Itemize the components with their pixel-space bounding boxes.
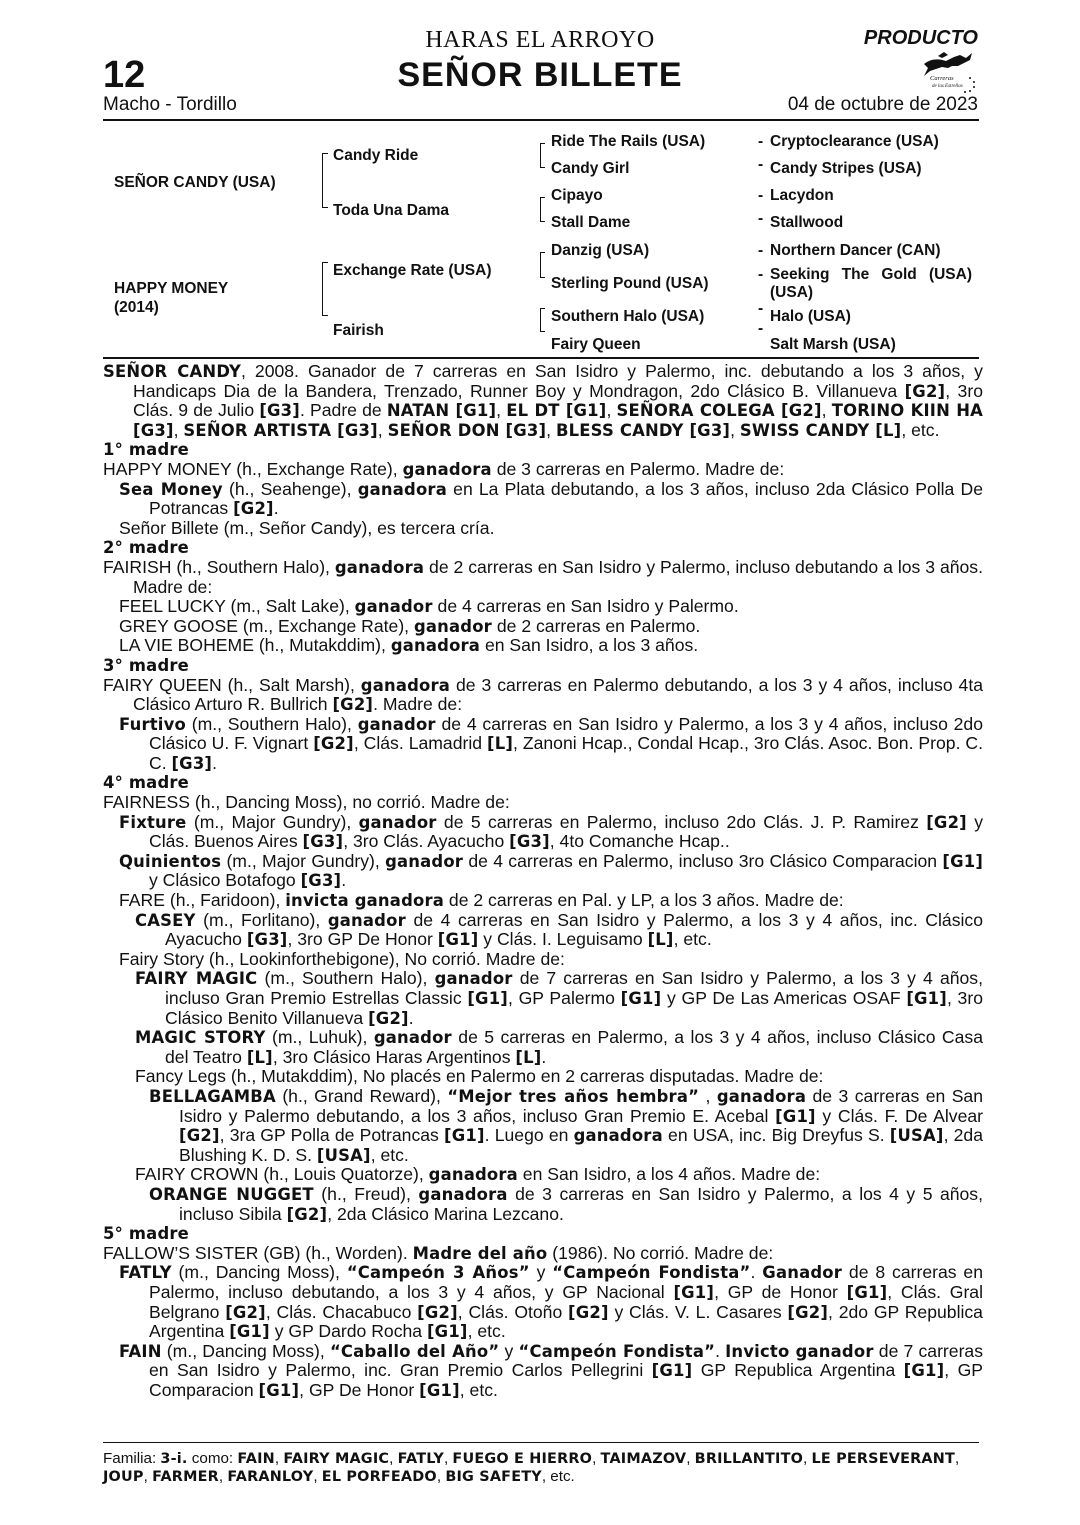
dam-heading: 1° madre <box>103 440 189 460</box>
pedigree-g4-6: Seeking The Gold (USA) <box>770 266 972 283</box>
dam-heading: 5° madre <box>103 1224 189 1244</box>
bold-run: ganador <box>373 1028 452 1048</box>
text-run: de 3 carreras en San Isidro y Palermo debutando, a los 3 años, incluso Gran Premio E. Acebal <box>179 1085 983 1126</box>
text-run: y Clás. I. Leguisamo <box>478 929 648 950</box>
text-run: de 4 carreras en San Isidro y Palermo, a los 3 y 4 años, inc. Clásico Ayacucho <box>165 909 983 950</box>
pedigree-dam-year: (2014) <box>114 299 159 316</box>
bold-run: [G1] <box>467 989 508 1008</box>
text-run: , Clás. Otoño <box>457 1301 569 1322</box>
text-run: en San Isidro, a los 4 años. Madre de: <box>517 1164 821 1185</box>
svg-text:de las Estrellas: de las Estrellas <box>932 84 963 89</box>
pedigree-g3-6: Sterling Pound (USA) <box>551 275 709 292</box>
bold-run: SEÑOR DON [G3] <box>387 420 547 440</box>
bold-run: SEÑORA COLEGA [G2] <box>616 401 822 421</box>
bold-run: [G3] <box>302 832 344 852</box>
bold-run: ganadora <box>390 636 481 656</box>
text-run: , 2da Clásico Marina Lezcano. <box>327 1203 564 1224</box>
produce-record <box>103 558 983 597</box>
bold-run: FAIRY MAGIC <box>283 1451 390 1467</box>
dash: - <box>758 187 764 204</box>
text-run: (h., Grand Reward), <box>275 1085 448 1106</box>
text-run: , 2do GP Republica Argentina <box>149 1301 983 1342</box>
bold-run: [G1] <box>437 930 479 950</box>
text-run: . <box>341 870 347 891</box>
text-run: . <box>273 498 279 519</box>
text-run: LA VIE BOHEME (h., Mutakddim), <box>119 635 391 656</box>
header-divider <box>103 119 979 121</box>
bold-run: EL PORFEADO <box>321 1469 437 1485</box>
text-run: , Zanoni Hcap., Condal Hcap., 3ro Clás. Asoc. Bon. Prop. C. C. <box>149 733 984 773</box>
bold-run: LE PERSEVERANT <box>811 1451 955 1467</box>
bold-run: JOUP <box>103 1469 144 1485</box>
bold-run: FAIRY MAGIC <box>135 969 258 989</box>
bracket <box>540 308 545 332</box>
text-run: , <box>686 1450 695 1467</box>
text-run: , etc. <box>541 1468 575 1485</box>
pedigree-g4-1: Cryptoclearance (USA) <box>770 133 939 150</box>
bold-run: [G1] <box>906 989 947 1008</box>
bold-run: [G1] <box>846 1282 888 1302</box>
bold-run: [G1] <box>942 851 984 871</box>
text-run: (h., Seahenge), <box>222 478 358 499</box>
bold-run: ganadora <box>428 1165 518 1185</box>
text-run: de 7 carreras en San Isidro y Palermo, a los 3 y 4 años, incluso Gran Premio Estrellas Classic <box>165 968 983 1008</box>
text-run: HAPPY MONEY (h., Exchange Rate), <box>103 458 403 479</box>
text-run: FAIRNESS (h., Dancing Moss), no corrió. Madre de: <box>103 792 510 813</box>
bold-run: FAIN <box>237 1451 275 1467</box>
produce-record <box>119 597 983 617</box>
dash: - <box>758 266 764 283</box>
bold-run: [G1] <box>775 1106 816 1126</box>
pedigree-g2-4: Fairish <box>333 322 384 339</box>
text-run: FEEL LUCKY (m., Salt Lake), <box>119 596 355 617</box>
pedigree-g3-3: Cipayo <box>551 187 603 204</box>
bold-run: ORANGE NUGGET <box>149 1184 314 1204</box>
bold-run: [G1] <box>903 1361 945 1381</box>
text-run: , 3ra GP Polla de Potrancas <box>219 1125 445 1146</box>
text-run: y <box>499 1340 519 1361</box>
bold-run: ganadora <box>334 557 425 577</box>
text-run: de 2 carreras en Palermo. <box>491 615 701 636</box>
sire-record <box>103 362 983 440</box>
produce-record <box>119 852 983 891</box>
birth-date: 04 de octubre de 2023 <box>787 94 978 115</box>
text-run: . Madre de: <box>373 694 463 715</box>
footer-divider <box>103 1442 979 1443</box>
text-run: de 2 carreras en Pal. y LP, a los 3 años. Madre de: <box>444 890 844 911</box>
produce-record <box>119 636 983 656</box>
family-note <box>103 1450 983 1486</box>
text-run: . Padre de <box>299 400 387 421</box>
text-run: y Clásico Botafogo <box>149 870 301 891</box>
bold-run: “Campeón Fondista” <box>552 1263 751 1283</box>
dash: - <box>758 300 764 317</box>
text-run: , 2da Blushing K. D. S. <box>179 1125 983 1165</box>
text-run: (m., Forlitano), <box>195 909 328 930</box>
text-run: , 2008. Ganador de 7 carreras en San Isidro y Palermo, inc. debutando a los 3 años, y Handicaps Dia de la Bandera, Trenzado, Runner Boy y Mondragon, 2do Clásico B. Villanueva <box>133 361 983 401</box>
text-run: y Clás. Buenos Aires <box>149 811 983 852</box>
pedigree-divider <box>103 357 979 359</box>
text-run: de 7 carreras en San Isidro y Palermo, inc. Gran Premio Carlos Pellegrini <box>149 1340 984 1381</box>
dam-heading: 2° madre <box>103 538 189 558</box>
dam-heading: 3° madre <box>103 655 189 675</box>
text-run: en La Plata debutando, a los 3 años, incluso 2da Clásico Polla De Potrancas <box>149 478 983 519</box>
bold-run: [G3] <box>259 401 300 421</box>
bold-run: FARANLOY <box>227 1469 314 1485</box>
bold-run: SWISS CANDY [L] <box>739 420 902 440</box>
produce-record <box>119 813 983 852</box>
bold-run: [G2] <box>417 1302 458 1322</box>
text-run: (m., Luhuk), <box>265 1027 374 1048</box>
bold-run: Furtivo <box>119 714 186 734</box>
pedigree-g4-4: Stallwood <box>770 214 844 231</box>
text-run: , Clás. Gral Belgrano <box>149 1281 984 1322</box>
produce-record <box>103 793 983 813</box>
bold-run: [G2] <box>926 812 967 832</box>
pedigree-g3-1: Ride The Rails (USA) <box>551 133 706 150</box>
text-run: , etc. <box>673 929 712 950</box>
text-run: , <box>313 1468 322 1485</box>
horse-name: SEÑOR BILLETE <box>397 56 683 94</box>
lot-number: 12 <box>103 54 146 96</box>
produce-record <box>103 1244 983 1264</box>
text-run: en USA, inc. Big Dreyfus S. <box>662 1125 890 1146</box>
text-run: , <box>592 1450 601 1467</box>
bold-run: FATLY <box>397 1451 444 1467</box>
text-run: de 3 carreras en Palermo debutando, a los 3 y 4 años, incluso 4ta Clásico Arturo R. Bullrich <box>133 674 984 715</box>
text-run: , 3ro Clásico Benito Villanueva <box>165 988 983 1028</box>
bold-run: BRILLANTITO <box>694 1451 804 1467</box>
text-run: FAIRISH (h., Southern Halo), <box>103 556 335 577</box>
bold-run: [G2] <box>904 381 946 401</box>
produce-record <box>119 519 983 539</box>
dash: - <box>758 156 764 173</box>
text-run: , 3ro Clás. 9 de Julio <box>133 380 983 421</box>
text-run: , <box>143 1468 153 1485</box>
dash: - <box>758 210 764 227</box>
text-run: . <box>715 1340 726 1361</box>
produce-record <box>149 1087 983 1165</box>
bold-run: [G2] <box>233 499 274 519</box>
text-run: y GP Dardo Rocha <box>269 1321 427 1342</box>
bold-run: [L] <box>246 1047 273 1067</box>
text-run: . <box>408 1007 414 1028</box>
svg-text:Carreras: Carreras <box>930 75 954 82</box>
racehorse-icon <box>924 53 972 76</box>
text-run: , GP Comparacion <box>149 1360 984 1400</box>
bold-run: [G2] <box>332 695 374 715</box>
bracket <box>540 197 545 222</box>
text-run: , <box>173 419 184 440</box>
produce-record <box>135 1067 983 1087</box>
sex-color: Macho - Tordillo <box>103 94 237 115</box>
bold-run: FAIN <box>119 1341 162 1361</box>
text-run: Señor Billete (m., Señor Candy), es tercera cría. <box>119 517 495 538</box>
text-run: , GP De Honor <box>299 1379 420 1400</box>
bold-run: ganador <box>358 812 437 832</box>
bold-run: EL DT [G1] <box>506 401 607 421</box>
bold-run: [G1] <box>673 1282 715 1302</box>
pedigree-g4-5: Northern Dancer (CAN) <box>770 242 941 259</box>
bold-run: “Campeón Fondista” <box>518 1341 716 1361</box>
bold-run: BELLAGAMBA <box>149 1086 276 1106</box>
bold-run: [G2] <box>286 1204 328 1224</box>
text-run: GP Republica Argentina <box>692 1360 904 1381</box>
bold-run: [L] <box>647 930 674 950</box>
produce-record <box>135 1165 983 1185</box>
text-run: de 4 carreras en San Isidro y Palermo. <box>432 596 739 617</box>
producto-label: PRODUCTO <box>863 27 978 49</box>
bold-run: ganadora <box>402 459 492 479</box>
bold-run: NATAN [G1] <box>386 401 497 421</box>
produce-record <box>135 969 983 1028</box>
produce-record <box>103 676 983 715</box>
bold-run: [G2] <box>179 1126 220 1146</box>
text-run: y <box>529 1262 553 1283</box>
bold-run: [G2] <box>368 1008 409 1028</box>
produce-record <box>119 891 983 911</box>
text-run: (h., Freud), <box>313 1183 419 1204</box>
bold-run: TORINO KIIN HA [G3] <box>133 401 983 440</box>
text-run: , 4to Comanche Hcap.. <box>549 831 730 852</box>
bold-run: Ganador <box>762 1263 843 1283</box>
produce-record <box>119 1342 983 1401</box>
text-run: , Clás. Chacabuco <box>265 1301 418 1322</box>
bracket <box>540 252 545 278</box>
bold-run: BIG SAFETY <box>445 1469 542 1485</box>
produce-record <box>119 715 983 774</box>
bold-run: SEÑOR CANDY <box>103 362 242 381</box>
bold-run: ganador <box>354 597 433 617</box>
bold-run: ganador <box>385 851 464 871</box>
bold-run: [G3] <box>246 930 288 950</box>
text-run: , 3ro Clásico Haras Argentinos <box>272 1046 516 1067</box>
text-run: . <box>541 1046 547 1067</box>
bold-run: Invicto ganador <box>725 1341 874 1361</box>
text-run: . <box>750 1262 763 1283</box>
text-run: , <box>389 1450 398 1467</box>
bold-run: ganadora <box>360 675 451 695</box>
produce-record <box>135 911 983 950</box>
text-run: de 8 carreras en Palermo, incluso debutando, a los 3 y 4 años, y GP Nacional <box>149 1262 983 1302</box>
bold-run: ganadora <box>573 1126 663 1146</box>
text-run: y GP De Las Americas OSAF <box>661 988 907 1008</box>
text-run: , <box>803 1450 812 1467</box>
text-run: y Clás. F. De Alvear <box>815 1105 983 1126</box>
bold-run: ganador <box>413 616 492 636</box>
pedigree-g3-7: Southern Halo (USA) <box>551 308 705 325</box>
produce-record <box>135 1028 983 1067</box>
pedigree-g3-8: Fairy Queen <box>551 336 641 353</box>
text-run: GREY GOOSE (m., Exchange Rate), <box>119 615 414 636</box>
female-family <box>103 440 983 1400</box>
bold-run: [G2] <box>313 734 354 754</box>
bold-run: ganadora <box>716 1086 807 1106</box>
text-run: Fairy Story (h., Lookinforthebigone), No corrió. Madre de: <box>119 948 565 969</box>
pedigree-g2-3: Exchange Rate (USA) <box>333 262 492 279</box>
dam-heading: 4° madre <box>103 773 189 793</box>
pedigree-g4-7: Halo (USA) <box>770 308 851 325</box>
bracket <box>540 143 545 168</box>
bold-run: FUEGO E HIERRO <box>452 1451 593 1467</box>
pedigree-sire: SEÑOR CANDY (USA) <box>114 174 276 191</box>
pedigree-notes <box>103 362 983 1400</box>
text-run: , <box>274 1450 284 1467</box>
text-run: , Clás. Lamadrid <box>353 733 487 754</box>
text-run: . Luego en <box>484 1125 574 1146</box>
bold-run: [G2] <box>568 1302 609 1322</box>
text-run: de 4 carreras en San Isidro y Palermo, a los 3 y 4 años, incluso 2do Clásico U. F. Vignart <box>149 713 983 754</box>
bold-run: [G1] <box>651 1361 693 1381</box>
text-run: , 3ro Clás. Ayacucho <box>343 831 510 852</box>
dash: - <box>758 320 764 337</box>
bold-run: CASEY <box>135 910 196 930</box>
produce-record <box>119 617 983 637</box>
pedigree-g2-1: Candy Ride <box>333 147 419 164</box>
text-run: de 4 carreras en Palermo, incluso 3ro Clásico Comparacion <box>463 850 943 871</box>
pedigree-dam: HAPPY MONEY <box>114 280 229 297</box>
text-run: , etc. <box>467 1321 506 1342</box>
text-run: FALLOW’S SISTER (GB) (h., Worden). <box>103 1242 413 1263</box>
stud-name: HARAS EL ARROYO <box>425 27 655 53</box>
bold-run: [G1] <box>229 1322 270 1342</box>
text-run: de 5 carreras en Palermo, a los 3 y 4 años, incluso Clásico Casa del Teatro <box>165 1027 984 1067</box>
text-run: de 3 carreras en San Isidro y Palermo, a los 4 y 5 años, incluso Sibila <box>179 1183 983 1224</box>
text-run: , <box>606 400 617 421</box>
racehorse-logo <box>908 50 980 94</box>
bold-run: Fixture <box>119 812 187 832</box>
text-run: , <box>730 419 740 440</box>
bold-run: ganador <box>357 714 436 734</box>
bold-run: 3-i. <box>160 1451 188 1467</box>
pedigree-g4-2: Candy Stripes (USA) <box>770 160 922 177</box>
text-run: , <box>821 400 832 421</box>
bold-run: Sea Money <box>119 479 223 499</box>
bold-run: [G1] <box>419 1380 460 1400</box>
bold-run: ganadora <box>418 1184 508 1204</box>
text-run: de 2 carreras en San Isidro y Palermo, incluso debutando a los 3 años. Madre de: <box>133 556 983 597</box>
bold-run: [G1] <box>620 989 662 1008</box>
text-run: Fancy Legs (h., Mutakddim), No placés en Palermo en 2 carreras disputadas. Madre de: <box>135 1066 824 1087</box>
text-run: como: <box>187 1450 238 1467</box>
produce-record <box>119 950 983 970</box>
bold-run: “Mejor tres años hembra” <box>447 1086 700 1106</box>
bold-run: [G1] <box>258 1380 300 1400</box>
text-run: Familia: <box>103 1450 161 1467</box>
dash: - <box>758 242 764 259</box>
bracket <box>322 153 328 208</box>
bold-run: Madre del año <box>412 1243 548 1263</box>
pedigree-g3-2: Candy Girl <box>551 160 630 177</box>
text-run: , <box>436 1468 446 1485</box>
bold-run: [USA] <box>889 1126 944 1146</box>
text-run: (m., Dancing Moss), <box>161 1340 330 1361</box>
text-run: FAIRY QUEEN (h., Salt Marsh), <box>103 674 361 695</box>
text-run: , <box>699 1085 717 1106</box>
bold-run: Quinientos <box>119 851 222 871</box>
bold-run: ganador <box>434 969 513 989</box>
produce-record <box>149 1185 983 1224</box>
text-run: , <box>955 1450 960 1467</box>
produce-record <box>103 460 983 480</box>
bold-run: [G3] <box>300 871 342 891</box>
pedigree-g4-6-cont: (USA) <box>770 284 814 301</box>
bold-run: ganadora <box>357 479 447 499</box>
text-run: (1986). No corrió. Madre de: <box>547 1242 774 1263</box>
produce-record <box>119 480 983 519</box>
text-run: en San Isidro, a los 3 años. <box>480 635 699 656</box>
text-run: de 5 carreras en Palermo, incluso 2do Clás. J. P. Ramirez <box>436 811 927 832</box>
text-run: , <box>443 1450 453 1467</box>
bold-run: TAIMAZOV <box>600 1451 687 1467</box>
dash: - <box>758 133 764 150</box>
bold-run: [G2] <box>225 1302 266 1322</box>
text-run: , etc. <box>370 1144 409 1165</box>
bold-run: “Caballo del Año” <box>329 1341 500 1361</box>
bold-run: BLESS CANDY [G3] <box>555 420 731 440</box>
bold-run: [G1] <box>444 1126 485 1146</box>
pedigree-g2-2: Toda Una Dama <box>333 202 449 219</box>
bold-run: FARMER <box>152 1469 219 1485</box>
text-run: , <box>377 419 388 440</box>
pedigree-g3-5: Danzig (USA) <box>551 242 650 259</box>
bold-run: FATLY <box>119 1263 172 1283</box>
text-run: (m., Southern Halo), <box>257 968 435 989</box>
bold-run: [G1] <box>426 1322 468 1342</box>
text-run: FAIRY CROWN (h., Louis Quatorze), <box>135 1164 429 1185</box>
text-run: (m., Major Gundry), <box>221 850 386 871</box>
text-run: . <box>212 752 218 773</box>
text-run: , <box>546 419 556 440</box>
text-run: , GP Palermo <box>508 988 621 1008</box>
text-run: (m., Dancing Moss), <box>171 1262 347 1283</box>
bold-run: [L] <box>487 734 514 754</box>
bold-run: SEÑOR ARTISTA [G3] <box>183 420 378 440</box>
pedigree-g4-3: Lacydon <box>770 187 834 204</box>
text-run: , <box>496 400 507 421</box>
pedigree-g3-4: Stall Dame <box>551 214 631 231</box>
text-run: , GP de Honor <box>714 1281 847 1302</box>
text-run: (m., Southern Halo), <box>185 713 358 734</box>
text-run: , etc. <box>459 1379 498 1400</box>
bold-run: [G2] <box>787 1302 829 1322</box>
bold-run: “Campeón 3 Años” <box>346 1263 530 1283</box>
text-run: , 3ro GP De Honor <box>287 929 438 950</box>
pedigree-g4-8: Salt Marsh (USA) <box>770 336 896 353</box>
produce-record <box>119 1263 983 1341</box>
bold-run: [G3] <box>171 753 213 773</box>
text-run: , <box>218 1468 228 1485</box>
text-run: y Clás. V. L. Casares <box>608 1301 788 1322</box>
text-run: , etc. <box>901 419 940 440</box>
bold-run: MAGIC STORY <box>135 1028 266 1048</box>
text-run: de 3 carreras en Palermo. Madre de: <box>491 458 785 479</box>
bold-run: invicta ganadora <box>285 891 445 911</box>
bracket <box>322 262 328 316</box>
bold-run: [G3] <box>509 832 550 852</box>
bold-run: [L] <box>515 1047 542 1067</box>
bold-run: [USA] <box>316 1145 371 1165</box>
text-run: (m., Major Gundry), <box>186 811 359 832</box>
text-run: FARE (h., Faridoon), <box>119 890 286 911</box>
bold-run: ganador <box>327 910 406 930</box>
